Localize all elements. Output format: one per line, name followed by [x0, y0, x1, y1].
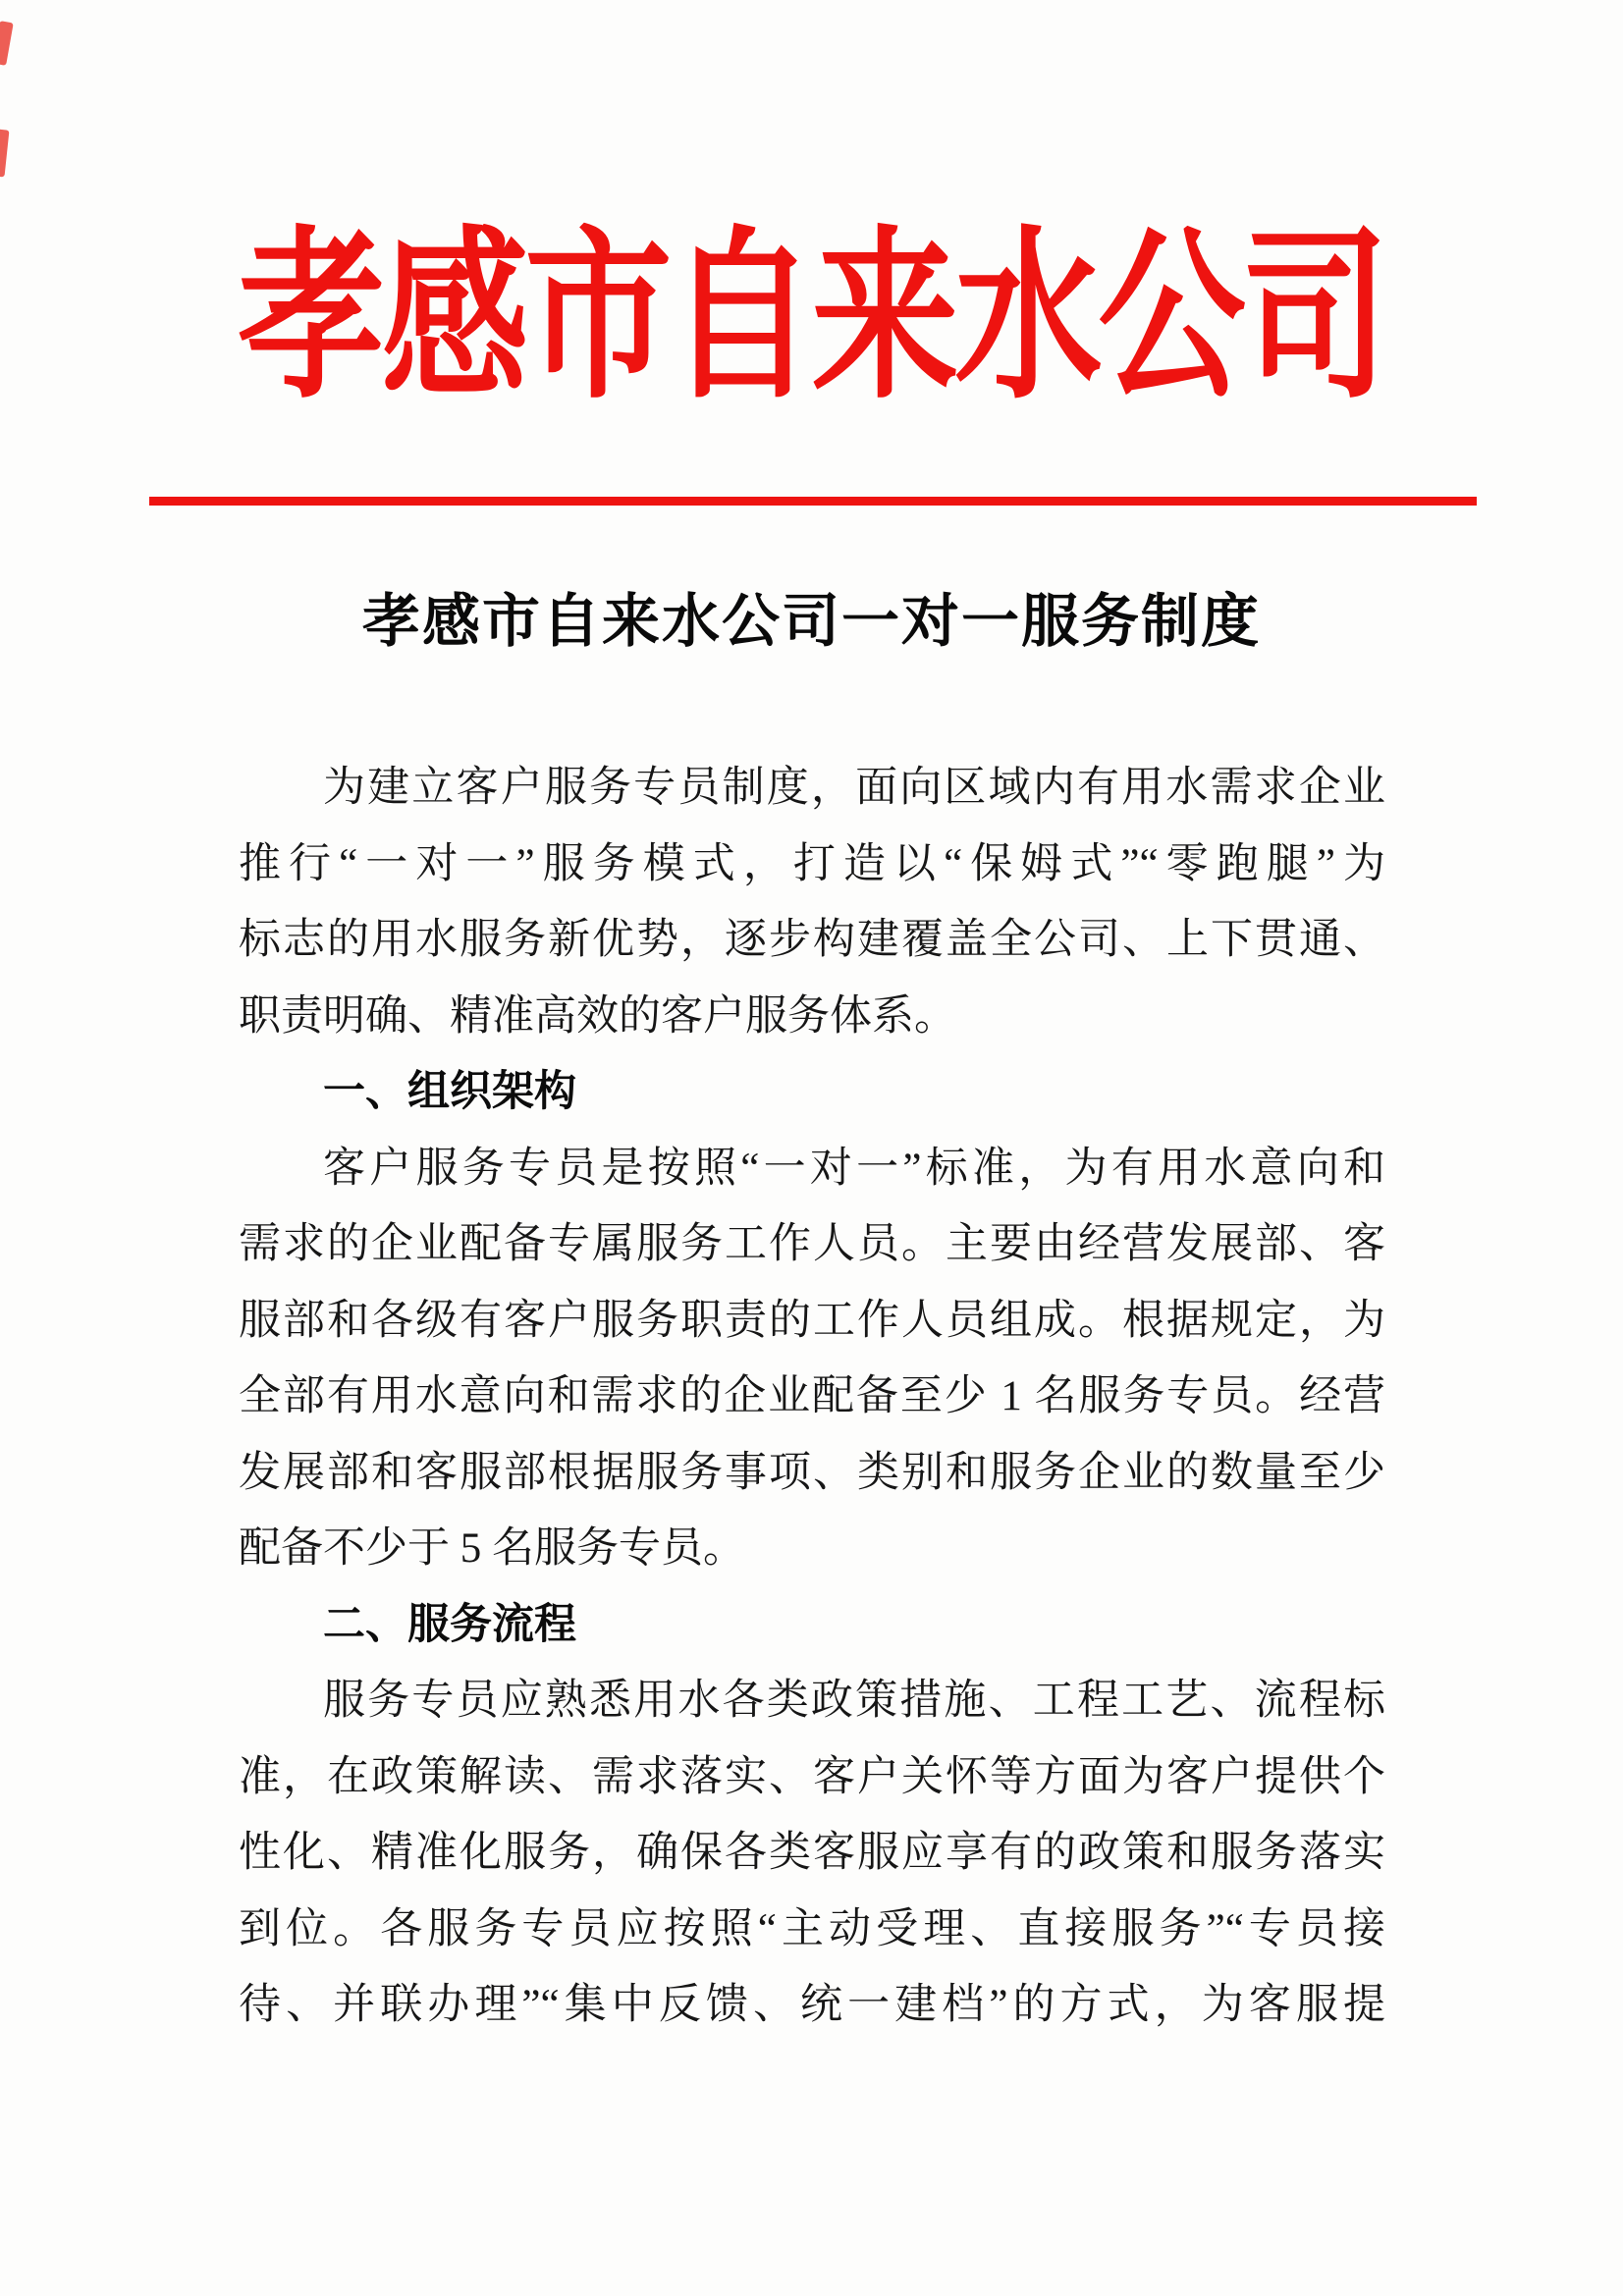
body-line: 需求的企业配备专属服务工作人员。主要由经营发展部、客 [239, 1221, 1385, 1267]
scan-artifact [0, 21, 14, 66]
letterhead-company-name: 孝感市自来水公司 [238, 217, 1385, 421]
body-line: 客户服务专员是按照“一对一”标准，为有用水意向和 [323, 1145, 1385, 1192]
body-line: 到位。各服务专员应按照“主动受理、直接服务”“专员接 [239, 1905, 1385, 1952]
document-body [239, 750, 1385, 2044]
body-line: 准，在政策解读、需求落实、客户关怀等方面为客户提供个 [239, 1753, 1385, 1800]
body-line: 发展部和客服部根据服务事项、类别和服务企业的数量至少 [239, 1449, 1385, 1496]
document-title: 孝感市自来水公司一对一服务制度 [361, 589, 1261, 654]
body-line: 配备不少于 5 名服务专员。 [239, 1525, 745, 1572]
body-line: 职责明确、精准高效的客户服务体系。 [239, 992, 956, 1040]
body-line: 推行“一对一”服务模式，打造以“保姆式”“零跑腿”为 [239, 840, 1385, 887]
section-heading: 二、服务流程 [323, 1600, 576, 1648]
body-line: 为建立客户服务专员制度，面向区域内有用水需求企业 [323, 765, 1385, 811]
body-line: 性化、精准化服务，确保各类客服应享有的政策和服务落实 [239, 1830, 1385, 1876]
section-heading: 一、组织架构 [323, 1068, 576, 1115]
body-line: 全部有用水意向和需求的企业配备至少 1 名服务专员。经营 [239, 1373, 1385, 1419]
body-line: 待、并联办理”“集中反馈、统一建档”的方式，为客服提 [239, 1982, 1385, 2028]
red-divider-line [149, 497, 1477, 506]
scan-artifact [0, 130, 9, 178]
body-line: 服务专员应熟悉用水各类政策措施、工程工艺、流程标 [323, 1678, 1385, 1724]
body-line: 服部和各级有客户服务职责的工作人员组成。根据规定，为 [239, 1297, 1385, 1344]
body-line: 标志的用水服务新优势，逐步构建覆盖全公司、上下贯通、 [239, 917, 1385, 963]
